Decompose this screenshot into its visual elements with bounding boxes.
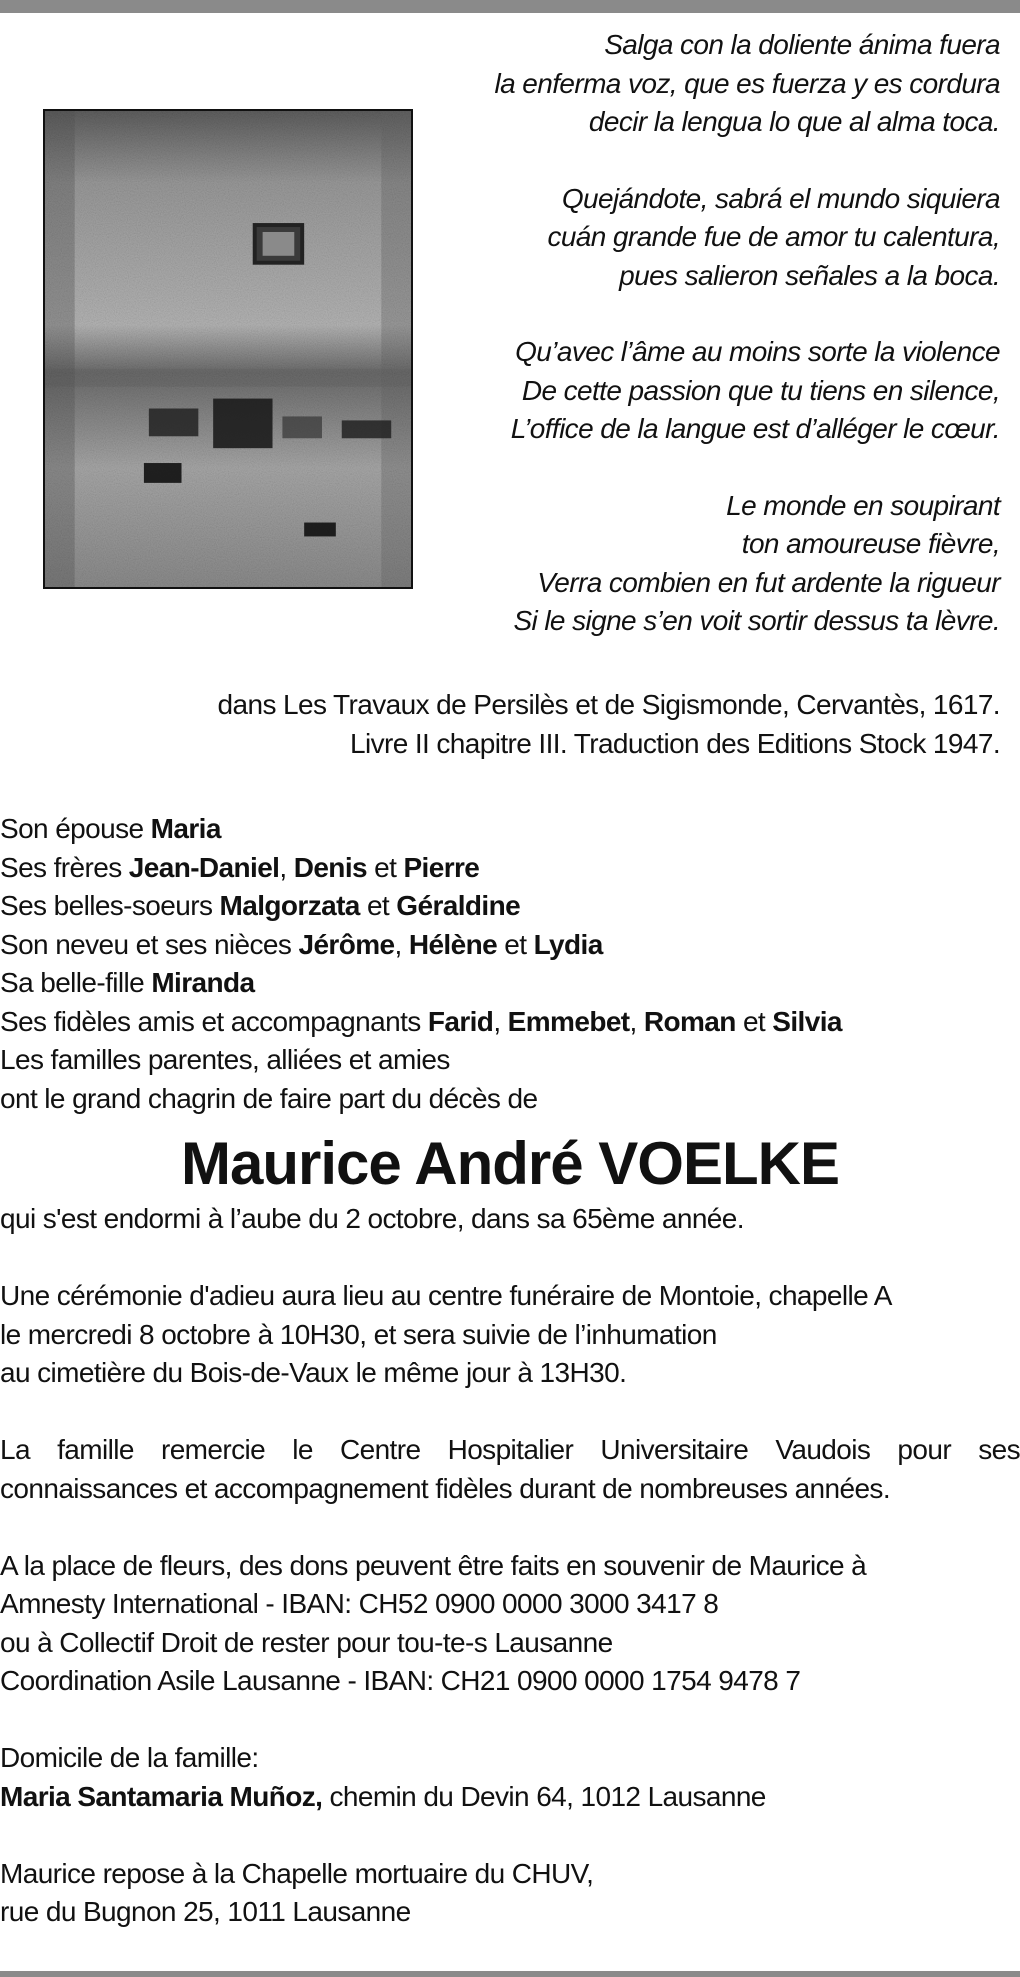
poem-stanza [440,26,1000,142]
rest-line: rue du Bugnon 25, 1011 Lausanne [0,1896,411,1927]
source-line: dans Les Travaux de Persilès et de Sigismonde, Cervantès, 1617. [217,689,1000,720]
thanks-line: connaissances et accompagnement fidèles durant de nombreuses années. [0,1472,891,1504]
poem-line: Si le signe s’en voit sortir dessus ta lèvre. [513,605,1000,636]
poem-line: pues salieron señales a la boca. [619,259,1000,291]
announcement: ont le grand chagrin de faire part du décès de [0,1082,538,1114]
thanks-paragraph [0,1431,1020,1508]
passing-line: qui s'est endormi à l’aube du 2 octobre, dans sa 65ème année. [0,1203,744,1234]
family-spouse: Son épouse Maria [0,813,221,844]
thanks-line: La famille remercie le Centre Hospitalier Universitaire Vaudois pour ses [0,1434,1020,1465]
poem-stanza [440,487,1000,641]
family-friends: Ses fidèles amis et accompagnants Farid, Emmebet, Roman et Silvia [0,1005,842,1037]
donation-line: Amnesty International - IBAN: CH52 0900 0000 3000 3417 8 [0,1588,719,1619]
poem-line: De cette passion que tu tiens en silence, [521,374,1000,406]
obituary-body [0,810,1020,1932]
poem-line: la enferma voz, que es fuerza y es cordura [494,67,1000,99]
top-rule [0,0,1020,13]
painting-svg [45,111,411,587]
poem-source [100,686,1000,763]
ceremony-line: le mercredi 8 octobre à 10H30, et sera suivie de l’inhumation [0,1318,717,1350]
rest-line: Maurice repose à la Chapelle mortuaire du CHUV, [0,1857,594,1889]
donation-line: ou à Collectif Droit de rester pour tou-te-s Lausanne [0,1626,613,1658]
domicile-address: Maria Santamaria Muñoz, chemin du Devin 64, 1012 Lausanne [0,1780,766,1812]
family-stepdaughter: Sa belle-fille Miranda [0,967,255,998]
poem-line: decir la lengua lo que al alma toca. [588,106,1000,137]
poem-line: ton amoureuse fièvre, [741,528,1000,559]
poem-line: Verra combien en fut ardente la rigueur [537,566,1000,598]
donation-line: A la place de fleurs, des dons peuvent être faits en souvenir de Maurice à [0,1549,867,1581]
poem-stanza [440,180,1000,296]
poem-line: L’office de la langue est d’alléger le cœur. [510,413,1000,444]
poem [440,26,1000,679]
family-sisters-in-law: Ses belles-soeurs Malgorzata et Géraldine [0,890,521,921]
domicile-label: Domicile de la famille: [0,1742,259,1773]
poem-line: Salga con la doliente ánima fuera [604,29,1000,60]
ceremony-line: au cimetière du Bois-de-Vaux le même jour à 13H30. [0,1357,627,1388]
poem-line: cuán grande fue de amor tu calentura, [547,221,1000,252]
family-brothers: Ses frères Jean-Daniel, Denis et Pierre [0,851,480,883]
donation-line: Coordination Asile Lausanne - IBAN: CH21 0900 0000 1754 9478 7 [0,1665,801,1696]
source-line: Livre II chapitre III. Traduction des Editions Stock 1947. [349,727,1000,759]
ceremony-line: Une cérémonie d'adieu aura lieu au centre funéraire de Montoie, chapelle A [0,1280,892,1311]
deceased-name: Maurice André VOELKE [181,1130,839,1197]
poem-line: Quejándote, sabrá el mundo siquiera [561,182,1000,214]
family-nephews: Son neveu et ses nièces Jérôme, Hélène et Lydia [0,928,603,960]
family-relatives: Les familles parentes, alliées et amies [0,1044,450,1075]
poem-line: Le monde en soupirant [726,489,1000,521]
bottom-rule [0,1971,1020,1977]
poem-line: Qu’avec l’âme au moins sorte la violence [515,336,1000,367]
abstract-painting-image [43,109,413,589]
poem-stanza [440,333,1000,449]
